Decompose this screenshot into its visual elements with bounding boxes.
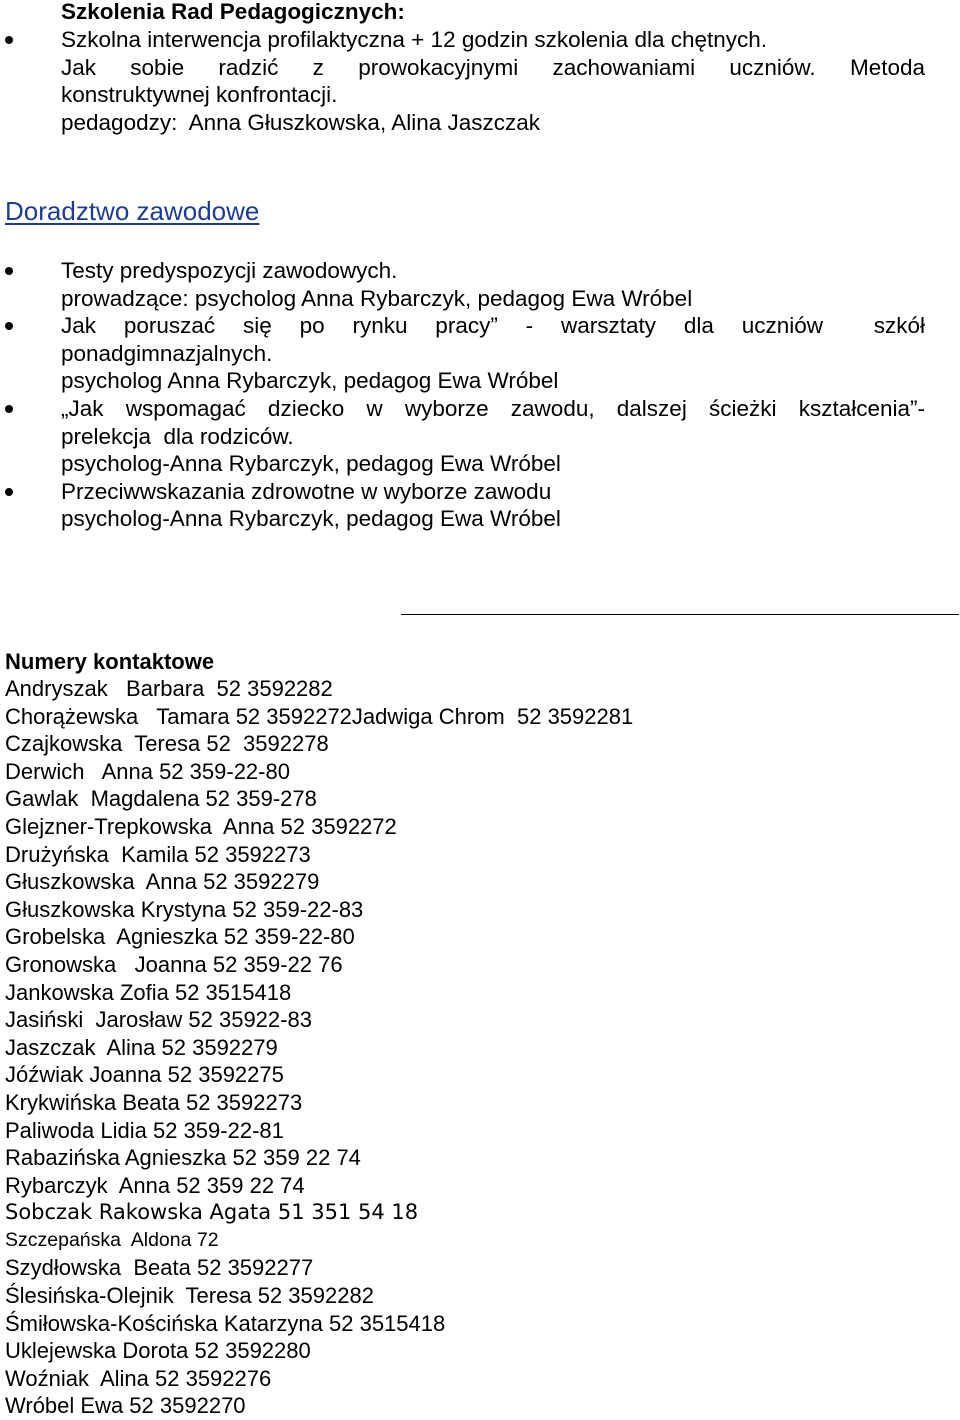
contact-entry: Jankowska Zofia 52 3515418 bbox=[5, 979, 292, 1005]
contact-entry: Glejzner-Trepkowska Anna 52 3592272 bbox=[5, 813, 397, 839]
contacts-heading: Numery kontaktowe bbox=[5, 649, 215, 674]
list-item bbox=[61, 312, 925, 395]
contact-entry: Rybarczyk Anna 52 359 22 74 bbox=[5, 1172, 305, 1198]
career-line: Testy predyspozycji zawodowych. bbox=[61, 258, 398, 283]
contact-entry: Głuszkowska Krystyna 52 359-22-83 bbox=[5, 896, 364, 922]
contact-entry: Głuszkowska Anna 52 3592279 bbox=[5, 869, 320, 895]
list-item bbox=[61, 478, 925, 533]
contact-entry: Gawlak Magdalena 52 359-278 bbox=[5, 786, 317, 812]
contact-entry: Grobelska Agnieszka 52 359-22-80 bbox=[5, 924, 355, 950]
contact-entry: Szczepańska Aldona 72 bbox=[5, 1228, 219, 1251]
contact-entry: Woźniak Alina 52 3592276 bbox=[5, 1365, 272, 1391]
career-line bbox=[61, 312, 925, 340]
horizontal-divider bbox=[401, 614, 959, 615]
contact-entry: Sobczak Rakowska Agata 51 351 54 18 bbox=[5, 1200, 419, 1225]
contact-entry: Czajkowska Teresa 52 3592278 bbox=[5, 731, 329, 757]
contact-entry: Krykwińska Beata 52 3592273 bbox=[5, 1089, 303, 1115]
list-item bbox=[61, 26, 925, 136]
bullet-icon bbox=[5, 36, 13, 44]
contact-entry: Andryszak Barbara 52 3592282 bbox=[5, 676, 333, 701]
contact-entry: Jaszczak Alina 52 3592279 bbox=[5, 1034, 278, 1060]
career-line: „Jak wspomagać dziecko w wyborze zawodu, dalszej ścieżki kształcenia”- bbox=[61, 395, 925, 421]
bullet-icon bbox=[5, 267, 13, 275]
career-staff: psycholog-Anna Rybarczyk, pedagog Ewa Wróbel bbox=[61, 451, 561, 477]
career-staff: psycholog-Anna Rybarczyk, pedagog Ewa Wróbel bbox=[61, 506, 561, 532]
bullet-icon bbox=[5, 405, 13, 413]
career-line: prelekcja dla rodziców. bbox=[61, 423, 294, 449]
career-line: Przeciwwskazania zdrowotne w wyborze zawodu bbox=[61, 478, 552, 504]
training-staff: pedagodzy: Anna Głuszkowska, Alina Jaszczak bbox=[61, 109, 541, 135]
contact-entry: Paliwoda Lidia 52 359-22-81 bbox=[5, 1117, 284, 1143]
career-heading: Doradztwo zawodowe bbox=[5, 196, 260, 226]
bullet-icon bbox=[5, 322, 13, 330]
career-staff: psycholog Anna Rybarczyk, pedagog Ewa Wróbel bbox=[61, 368, 559, 394]
training-line: konstruktywnej konfrontacji. bbox=[61, 82, 338, 108]
contact-entry: Chorążewska Tamara 52 3592272Jadwiga Chrom 52 3592281 bbox=[5, 703, 634, 729]
training-list bbox=[61, 26, 925, 136]
contact-entry: Derwich Anna 52 359-22-80 bbox=[5, 758, 290, 784]
list-item bbox=[61, 395, 925, 478]
contact-entry: Wróbel Ewa 52 3592270 bbox=[5, 1393, 246, 1419]
contact-entry: Uklejewska Dorota 52 3592280 bbox=[5, 1338, 311, 1364]
contacts-list bbox=[5, 675, 633, 1420]
career-line-left: Jak poruszać się po rynku pracy” - warsztaty dla uczniów bbox=[61, 313, 823, 339]
training-line: Jak sobie radzić z prowokacyjnymi zachowaniami uczniów. Metoda bbox=[61, 54, 925, 80]
career-list bbox=[61, 257, 925, 533]
contact-entry: Jasiński Jarosław 52 35922-83 bbox=[5, 1007, 312, 1033]
contact-entry: Szydłowska Beata 52 3592277 bbox=[5, 1255, 314, 1281]
contact-entry: Jóźwiak Joanna 52 3592275 bbox=[5, 1062, 284, 1088]
contact-entry: Gronowska Joanna 52 359-22 76 bbox=[5, 951, 343, 977]
career-line: ponadgimnazjalnych. bbox=[61, 340, 273, 366]
career-staff: prowadzące: psycholog Anna Rybarczyk, pedagog Ewa Wróbel bbox=[61, 285, 693, 311]
contact-entry: Śmiłowska-Kościńska Katarzyna 52 3515418 bbox=[5, 1310, 446, 1336]
career-line-right: szkół bbox=[873, 313, 925, 339]
bullet-icon bbox=[5, 488, 13, 496]
list-item bbox=[61, 257, 925, 312]
training-heading: Szkolenia Rad Pedagogicznych: bbox=[61, 0, 405, 24]
contact-entry: Rabazińska Agnieszka 52 359 22 74 bbox=[5, 1145, 361, 1171]
contact-entry: Drużyńska Kamila 52 3592273 bbox=[5, 841, 311, 867]
contact-entry: Ślesińska-Olejnik Teresa 52 3592282 bbox=[5, 1283, 374, 1309]
training-line: Szkolna interwencja profilaktyczna + 12 godzin szkolenia dla chętnych. bbox=[61, 27, 768, 52]
